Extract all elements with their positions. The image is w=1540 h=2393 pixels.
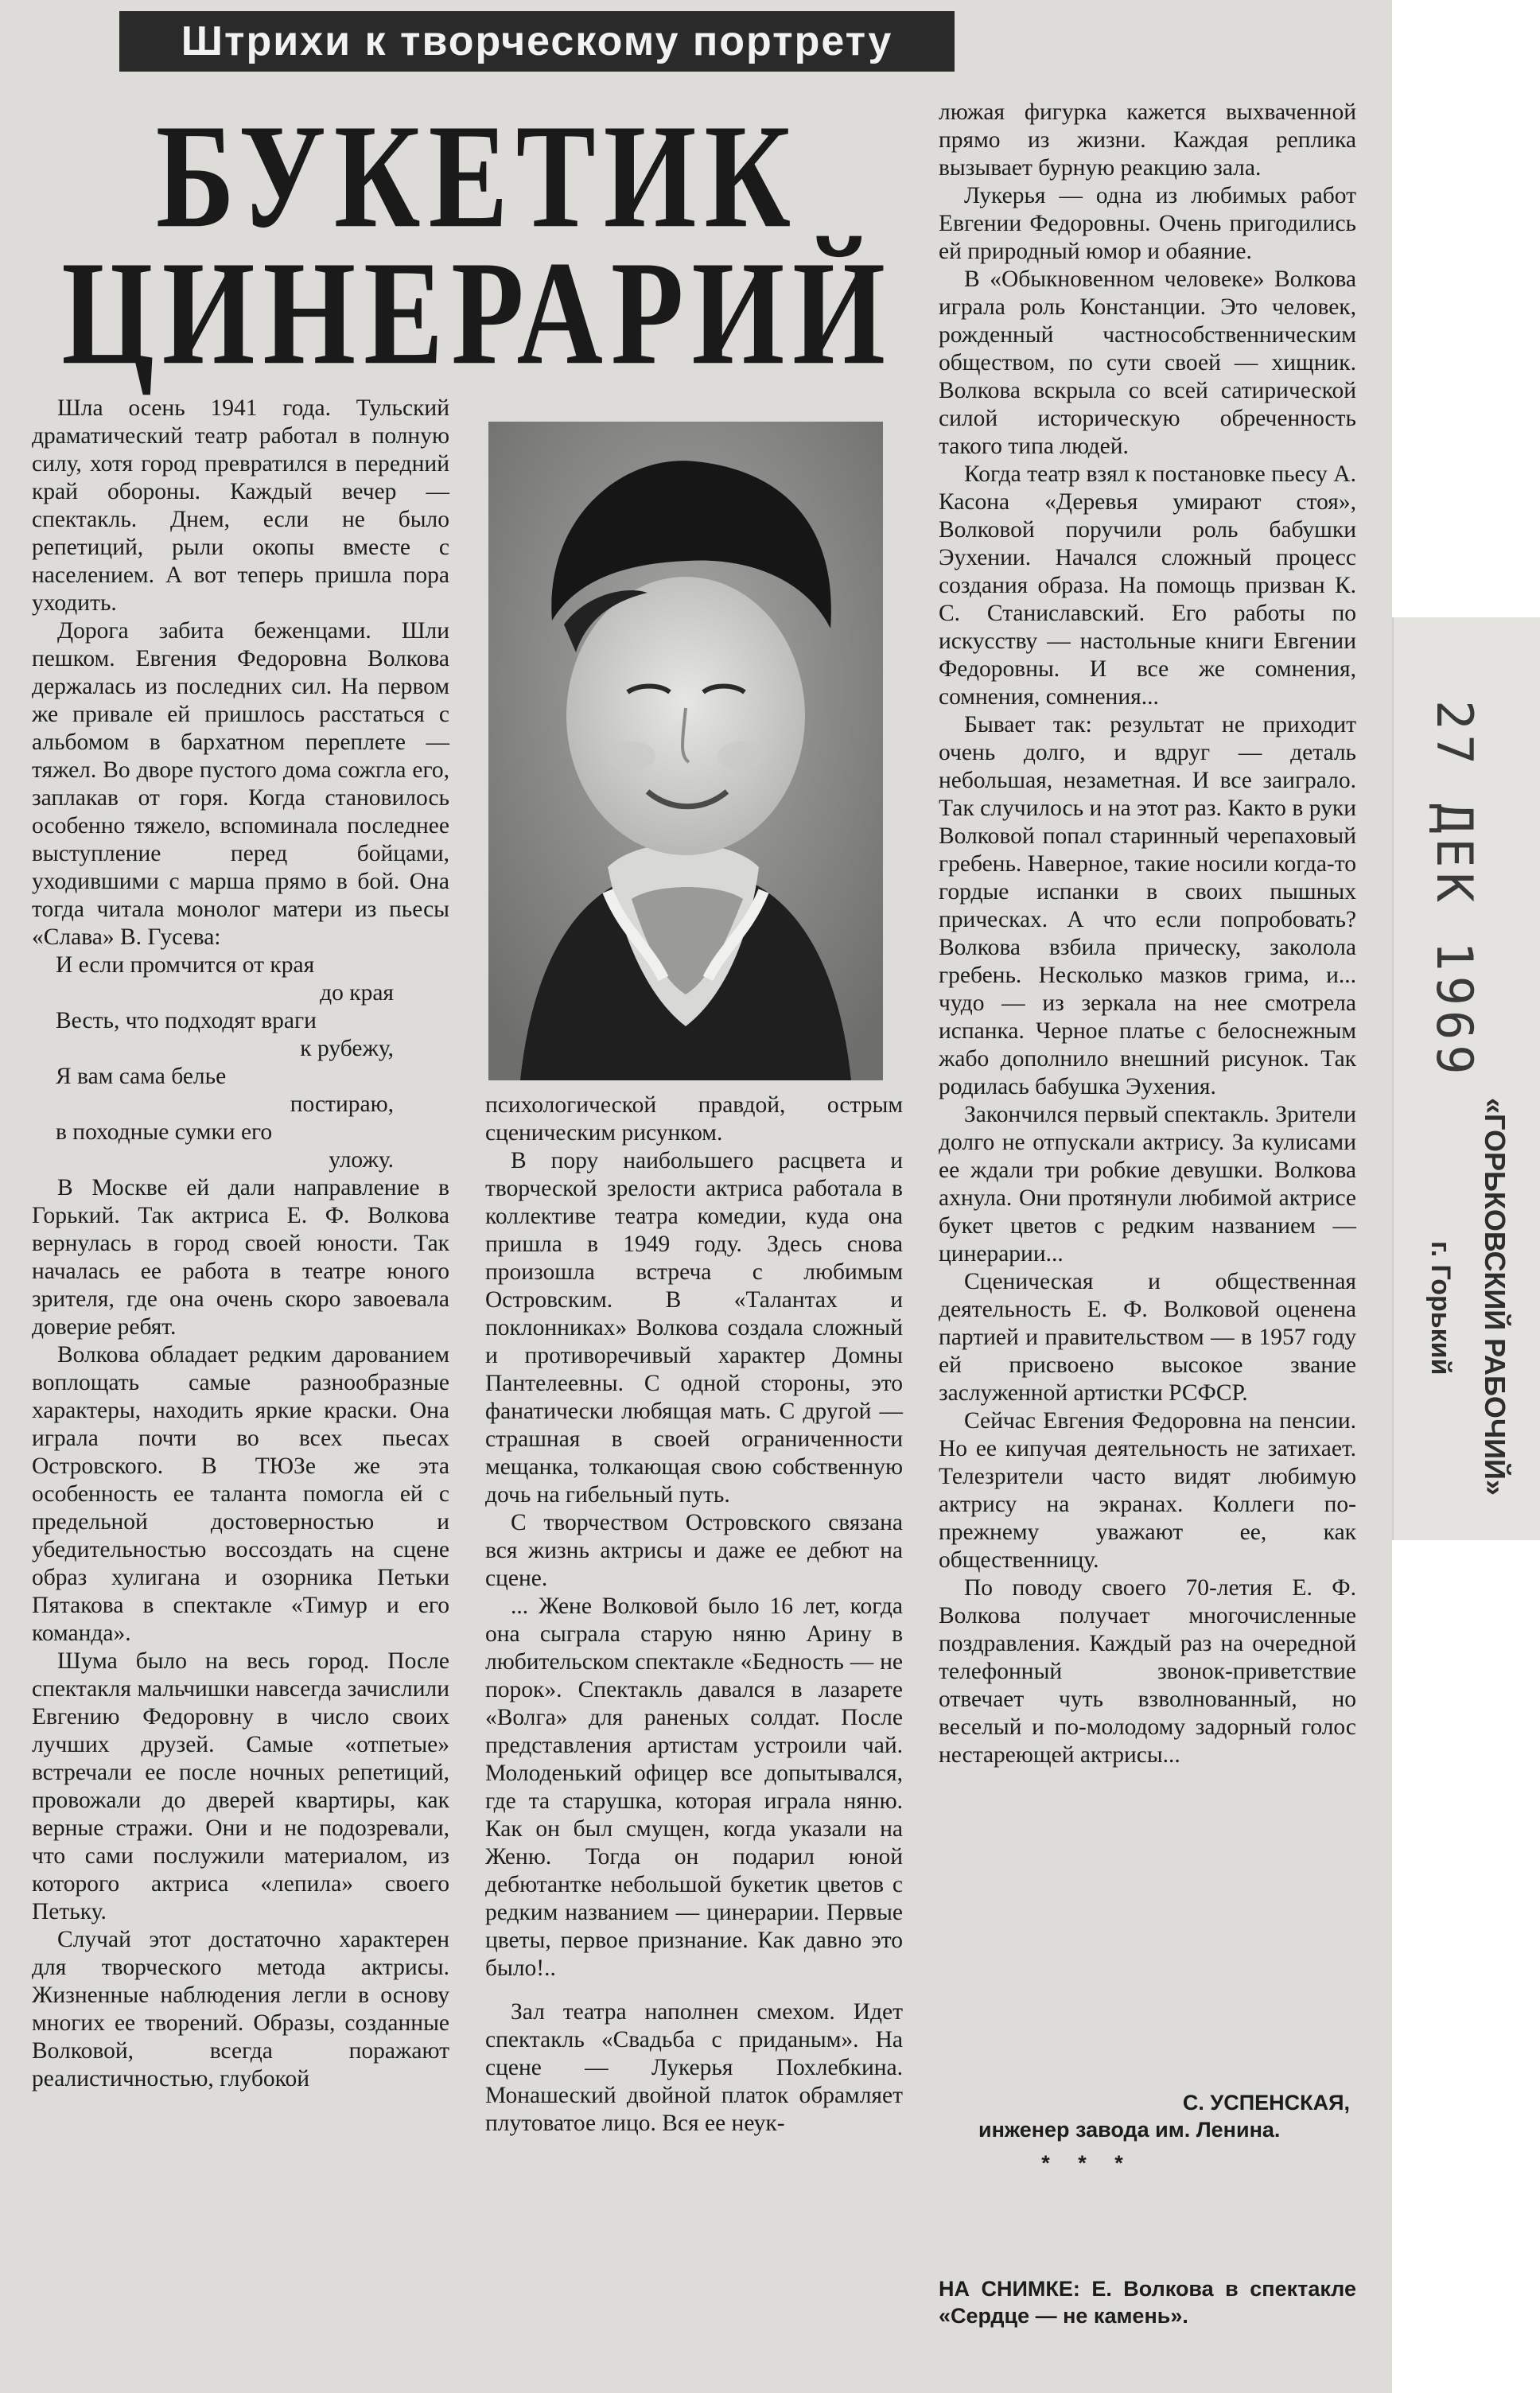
paragraph: Шума было на весь город. После спектакля мальчишки навсегда зачислили Евгению Федоровну в число своих лучших друзей. Самые «отпетые» встречали ее после ночных репетиций, провожали до дверей квартиры, как верные стражи. Они и не подозревали, что сами послужили материалом, из которого актриса «лепила» своего Петьку. — [32, 1648, 449, 1924]
portrait-illustration — [488, 422, 883, 1080]
verse-text: к рубежу, — [300, 1036, 394, 1061]
paragraph: Сейчас Евгения Федоровна на пенсии. Но ее кипучая деятельность не затихает. Телезрители часто видят любимую актрису на экранах. Коллеги по-прежнему уважают ее, как общественницу. — [939, 1408, 1356, 1573]
paragraph: В «Обыкновенном человеке» Волкова играла роль Констанции. Это человек, рожденный частнособственническим обществом, по сути своей — хищник. Волкова вскрыла со всей сатирической силой историческую обреченность такого типа людей. — [939, 267, 1356, 459]
verse-line — [32, 1007, 449, 1063]
headline-line-2: ЦИНЕРАРИЙ — [61, 231, 893, 396]
paragraph: психологической правдой, острым сценическим рисунком. — [485, 1092, 903, 1146]
paragraph: Волкова обладает редким дарованием воплощать самые разнообразные характеры, находить яркие краски. Она играла почти во всех пьесах Островского. В ТЮЗе же эта особенность ее таланта помогла ей с предельной достоверностью и убедительностью воссоздать на сцене образ хулигана и озорника Петьки Пятакова в спектакле «Тимур и его команда». — [32, 1342, 449, 1646]
verse-text: до края — [320, 980, 394, 1006]
paragraph: Дорога забита беженцами. Шли пешком. Евгения Федоровна Волкова держалась из последних сил. На первом же привале ей пришлось расстаться с альбомом в бархатном переплете — тяжел. Во дворе пустого дома сожгла его, заплакав от горя. Когда становилось особенно тяжело, вспоминала последнее выступление перед бойцами, уходившими с марша прямо в бой. Она тогда читала монолог матери из пьесы «Слава» В. Гусева: — [32, 618, 449, 950]
actress-portrait-photo — [488, 422, 883, 1080]
verse-text: Я вам сама белье — [56, 1064, 227, 1089]
paragraph: Зал театра наполнен смехом. Идет спектакль «Свадьба с приданым». На сцене — Лукерья Похлебкина. Монашеский двойной платок обрамляет плутоватое лицо. Вся ее неук- — [485, 1999, 903, 2136]
paragraph: В пору наибольшего расцвета и творческой зрелости актриса работала в коллективе театра комедии, куда она пришла в 1949 году. Здесь снова произошла встреча с любимым Островским. В «Талантах и поклонниках» Волкова создала сложный и противоречивый характер Домны Пантелеевны. С одной стороны, это фанатически любящая мать. С другой — страшная в своей ограниченности мещанка, толкающая свою собственную дочь на гибельный путь. — [485, 1148, 903, 1508]
paragraph: В Москве ей дали направление в Горький. Так актриса Е. Ф. Волкова вернулась в город своей юности. Так началась ее работа в театре юного зрителя, где она очень скоро завоевала доверие ребят. — [32, 1175, 449, 1340]
verse-text: уложу. — [329, 1147, 394, 1173]
paragraph: Шла осень 1941 года. Тульский драматический театр работал в полную силу, хотя город превратился в передний край обороны. Каждый вечер — спектакль. Днем, если не было репетиций, рыли окопы вместе с населением. А вот теперь пришла пора уходить. — [32, 395, 449, 616]
verse-text: Весть, что подходят враги — [56, 1008, 317, 1033]
rubric-banner: Штрихи к творческому портрету — [119, 11, 955, 72]
paragraph: Когда театр взял к постановке пьесу А. Касона «Деревья умирают стоя», Волковой поручили роль бабушки Эухении. Начался сложный процесс создания образа. На помощь призван К. С. Станиславский. Его работы по искусству — настольные книги Евгении Федоровны. И все же сомнения, сомнения, сомнения... — [939, 461, 1356, 710]
photo-caption: НА СНИМКЕ: Е. Волкова в спектакле «Сердце — не камень». — [939, 2277, 1356, 2328]
paragraph: Лукерья — одна из любимых работ Евгении Федоровны. Очень пригодились ей природный юмор и обаяние. — [939, 183, 1356, 264]
paragraph: Сценическая и общественная деятельность Е. Ф. Волковой оценена партией и правительством — в 1957 году ей присвоено высокое звание заслуженной артистки РСФСР. — [939, 1269, 1356, 1406]
date-stamp: 27 ДЕК 1969 — [1425, 700, 1484, 1080]
verse-text: И если промчится от края — [56, 952, 315, 978]
verse-line — [32, 951, 449, 1007]
paragraph: Закончился первый спектакль. Зрители долго не отпускали актрису. За кулисами ее ждали три робкие девушки. Волкова ахнула. Они протянули любимой актрисе букет цветов с редким названием — цинерарии... — [939, 1102, 1356, 1267]
paragraph: Случай этот достаточно характерен для творческого метода актрисы. Жизненные наблюдения легли в основу многих ее творений. Образы, созданные Волковой, всегда поражают реалистичностью, глубокой — [32, 1927, 449, 2091]
city-stamp: г. Горький — [1425, 1241, 1456, 1375]
paragraph: люжая фигурка кажется выхваченной прямо из жизни. Каждая реплика вызывает бурную реакцию зала. — [939, 99, 1356, 181]
article-column-3 — [939, 99, 1356, 1769]
author-position: инженер завода им. Ленина. — [978, 2118, 1281, 2142]
newspaper-name-stamp: «ГОРЬКОВСКИЙ РАБОЧИЙ» — [1479, 1098, 1511, 1496]
article-column-1 — [32, 395, 449, 2093]
headline-line-1: БУКЕТИК — [155, 94, 799, 259]
paragraph: По поводу своего 70-летия Е. Ф. Волкова получает многочисленные поздравления. Каждый раз на очередной телефонный звонок-приветствие отвечает чуть взволнованный, но веселый и по-молодому задорный голос нестареющей актрисы... — [939, 1575, 1356, 1768]
article-column-2 — [485, 1091, 903, 2138]
paragraph: С творчеством Островского связана вся жизнь актрисы и даже ее дебют на сцене. — [485, 1510, 903, 1591]
author-signature — [939, 2089, 1356, 2177]
verse-line — [32, 1119, 449, 1174]
section-divider: * * * — [1041, 2151, 1134, 2175]
verse-line — [32, 1063, 449, 1119]
paragraph: ... Жене Волковой было 16 лет, когда она сыграла старую няню Арину в любительском спектакле «Бедность — не порок». Спектакль давался в лазарете «Волга» для раненых солдат. После представления артистам устроили чай. Молоденький офицер все допытывался, где та старушка, которая играла няню. Как он был смущен, когда указали на Женю. Тогда он подарил юной дебютантке небольшой букетик цветов с редким названием — цинерарии. Первые цветы, первое признание. Как давно это было!.. — [485, 1593, 903, 1981]
verse-text: в походные сумки его — [56, 1119, 273, 1145]
verse-text: постираю, — [290, 1091, 394, 1117]
author-name: С. УСПЕНСКАЯ, — [1182, 2091, 1350, 2115]
paragraph: Бывает так: результат не приходит очень долго, и вдруг — деталь небольшая, незаметная. И все заиграло. Так случилось и на этот раз. Както в руки Волковой попал старинный черепаховый гребень. Наверное, такие носили когда-то гордые испанки в своих пышных прическах. А что если попробовать? Волкова взбила прическу, заколола гребень. Несколько мазков грима, и... чудо — из зеркала на нее смотрела испанка. Черное платье с белоснежным жабо дополнило внешний рисунок. Так родилась бабушка Эухения. — [939, 712, 1356, 1099]
